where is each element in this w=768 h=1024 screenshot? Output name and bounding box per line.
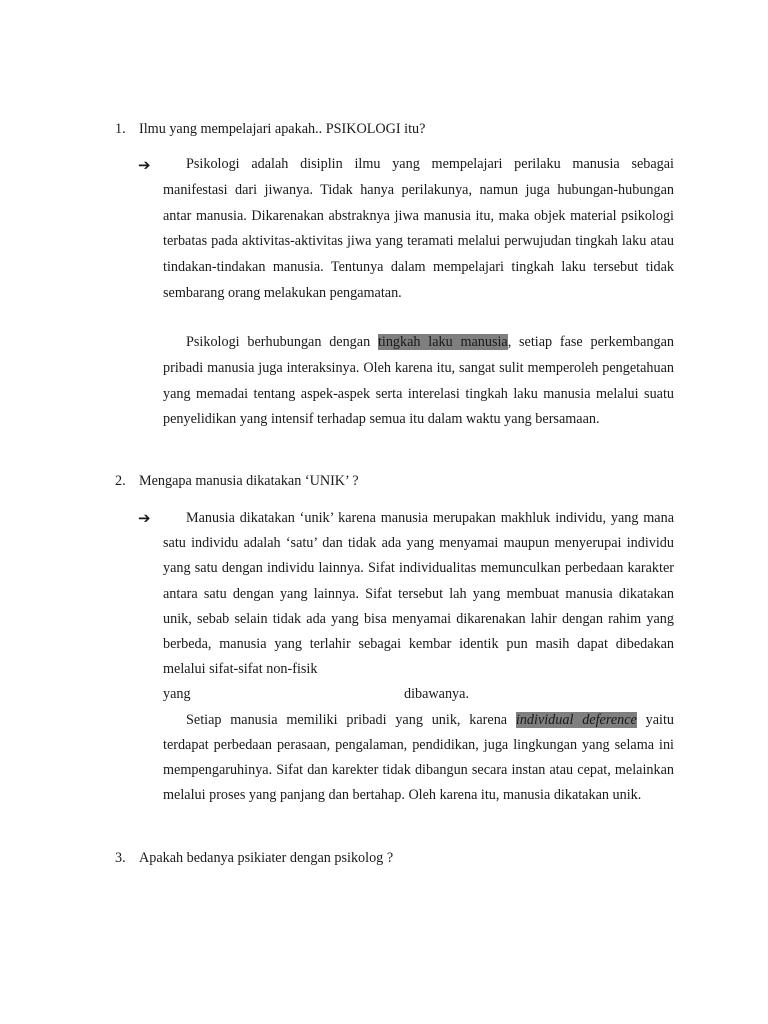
- answer-1-paragraph-2: [163, 330, 674, 433]
- answer-1: [163, 152, 674, 307]
- answer-2-paragraph-1: Manusia dikatakan ‘unik’ karena manusia merupakan makhluk individu, yang mana satu individu adalah ‘satu’ dan tidak ada yang menyamai maupun menyerupai individu yang satu dengan individu lainnya. Sifat individualitas memunculkan perbedaan karakter antara satu dengan yang lainnya. Sifat tersebut lah yang membuat manusia dikatakan unik, sebab selain tidak ada yang bisa menyamai dikarenakan lahir dengan rahim yang berbeda, manusia yang terlahir sebagai kembar identik pun masih dapat dibedakan melalui sifat-sifat non-fisik: [163, 510, 674, 678]
- question-2: [115, 471, 695, 491]
- answer-1-paragraph-1: Psikologi adalah disiplin ilmu yang mempelajari perilaku manusia sebagai manifestasi dari jiwanya. Tidak hanya perilakunya, namun juga hubungan-hubungan antar manusia. Dikarenakan abstraknya jiwa manusia itu, maka objek material psikologi terbatas pada aktivitas-aktivitas jiwa yang teramati melalui perwujudan tingkah laku atau tindakan-tindakan manusia. Tentunya dalam mempelajari tingkah laku tersebut tidak sembarang orang melakukan pengamatan.: [163, 156, 674, 301]
- question-number: 2.: [115, 473, 126, 489]
- paragraph-text: yang: [163, 686, 191, 703]
- paragraph-text: , setiap fase perkembangan pribadi manusia juga interaksinya. Oleh karena itu, sangat sulit memperoleh pengetahuan yang memadai tentang aspek-aspek serta interelasi tingkah laku manusia melalui suatu penyelidikan yang intensif terhadap semua itu dalam waktu yang bersamaan.: [163, 334, 675, 428]
- highlighted-phrase: individual deference: [515, 711, 637, 728]
- answer-2-paragraph-2: [163, 708, 674, 809]
- paragraph-text: dibawanya.: [403, 686, 469, 703]
- paragraph-text: Psikologi berhubungan dengan: [186, 334, 378, 350]
- paragraph-text: Setiap manusia memiliki pribadi yang unik, karena: [186, 711, 516, 728]
- question-text: Ilmu yang mempelajari apakah.. PSIKOLOGI itu?: [139, 121, 426, 137]
- question-number: 1.: [115, 121, 126, 137]
- answer-2: [163, 506, 674, 808]
- paragraph-text: yaitu terdapat perbedaan perasaan, pengalaman, pendidikan, juga lingkungan yang selama ini mempengaruhinya. Sifat dan karekter tidak dibangun secara instan atau cepat, melainkan melalui proses yang panjang dan bertahap. Oleh karena itu, manusia dikatakan unik.: [163, 711, 674, 804]
- question-text: Apakah bedanya psikiater dengan psikolog ?: [139, 850, 394, 866]
- question-text: Mengapa manusia dikatakan ‘UNIK’ ?: [139, 473, 359, 489]
- highlighted-phrase: tingkah laku manusia: [377, 334, 508, 350]
- paragraph-tail-line: [163, 682, 674, 707]
- arrow-icon: ➔: [138, 156, 151, 174]
- question-number: 3.: [115, 850, 126, 866]
- arrow-icon: ➔: [138, 509, 151, 527]
- question-3: [115, 848, 695, 868]
- question-1: [115, 119, 695, 139]
